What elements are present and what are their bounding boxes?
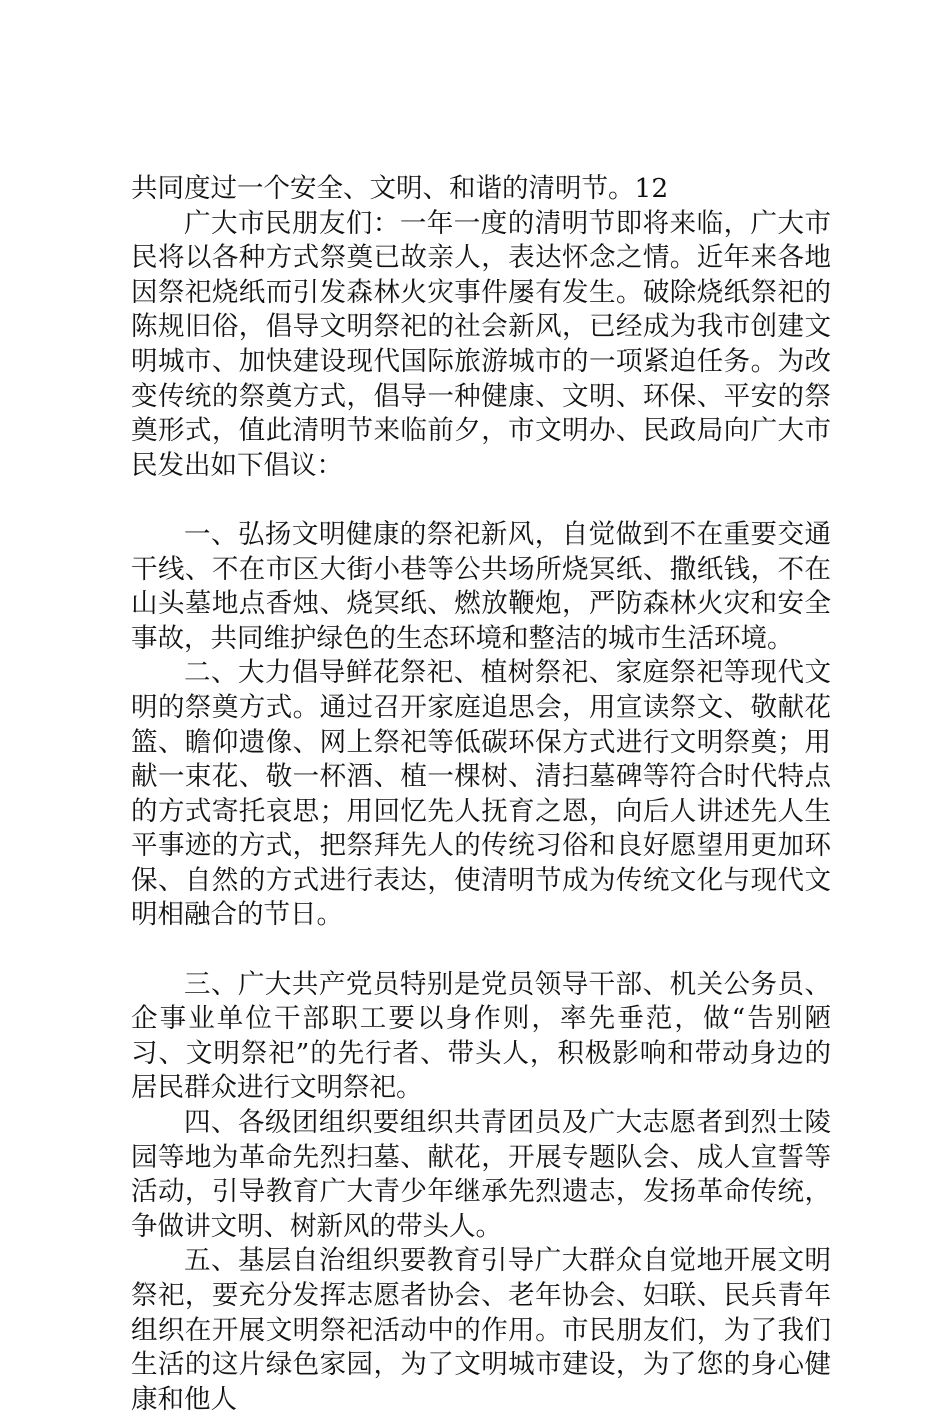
paragraph-greeting: 广大市民朋友们：一年一度的清明节即将来临，广大市民将以各种方式祭奠已故亲人，表达怀念之情。近年来各地因祭祀烧纸而引发森林火灾事件屡有发生。破除烧纸祭祀的陈规旧俗，倡导文明祭祀的社会新风，已经成为我市创建文明城市、加快建设现代国际旅游城市的一项紧迫任务。为改变传统的祭奠方式，倡导一种健康、文明、环保、平安的祭奠形式，值此清明节来临前夕，市文明办、民政局向广大市民发出如下倡议： <box>131 207 831 481</box>
paragraph-item-4: 四、各级团组织要组织共青团员及广大志愿者到烈士陵园等地为革命先烈扫墓、献花，开展专题队会、成人宣誓等活动，引导教育广大青少年继承先烈遗志，发扬革命传统，争做讲文明、树新风的带头人。 <box>131 1107 831 1242</box>
paragraph-spacer <box>131 483 831 518</box>
paragraph-item-5: 五、基层自治组织要教育引导广大群众自觉地开展文明祭祀，要充分发挥志愿者协会、老年协会、妇联、民兵青年组织在开展文明祭祀活动中的作用。市民朋友们，为了我们生活的这片绿色家园，为了文明城市建设，为了您的身心健康和他人 <box>131 1245 831 1415</box>
paragraph-spacer <box>131 933 831 968</box>
document-body <box>131 172 831 1417</box>
paragraph-continuation: 共同度过一个安全、文明、和谐的清明节。12 <box>131 173 669 204</box>
paragraph-item-1: 一、弘扬文明健康的祭祀新风，自觉做到不在重要交通干线、不在市区大街小巷等公共场所烧冥纸、撒纸钱，不在山头墓地点香烛、烧冥纸、燃放鞭炮，严防森林火灾和安全事故，共同维护绿色的生态环境和整洁的城市生活环境。 <box>131 518 831 654</box>
paragraph-item-3: 三、广大共产党员特别是党员领导干部、机关公务员、企事业单位干部职工要以身作则，率先垂范，做“告别陋习、文明祭祀”的先行者、带头人，积极影响和带动身边的居民群众进行文明祭祀。 <box>131 968 831 1104</box>
paragraph-item-2: 二、大力倡导鲜花祭祀、植树祭祀、家庭祭祀等现代文明的祭奠方式。通过召开家庭追思会，用宣读祭文、敬献花篮、瞻仰遗像、网上祭祀等低碳环保方式进行文明祭奠；用献一束花、敬一杯酒、植一棵树、清扫墓碑等符合时代特点的方式寄托哀思；用回忆先人抚育之恩，向后人讲述先人生平事迹的方式，把祭拜先人的传统习俗和良好愿望用更加环保、自然的方式进行表达，使清明节成为传统文化与现代文明相融合的节日。 <box>131 657 831 931</box>
